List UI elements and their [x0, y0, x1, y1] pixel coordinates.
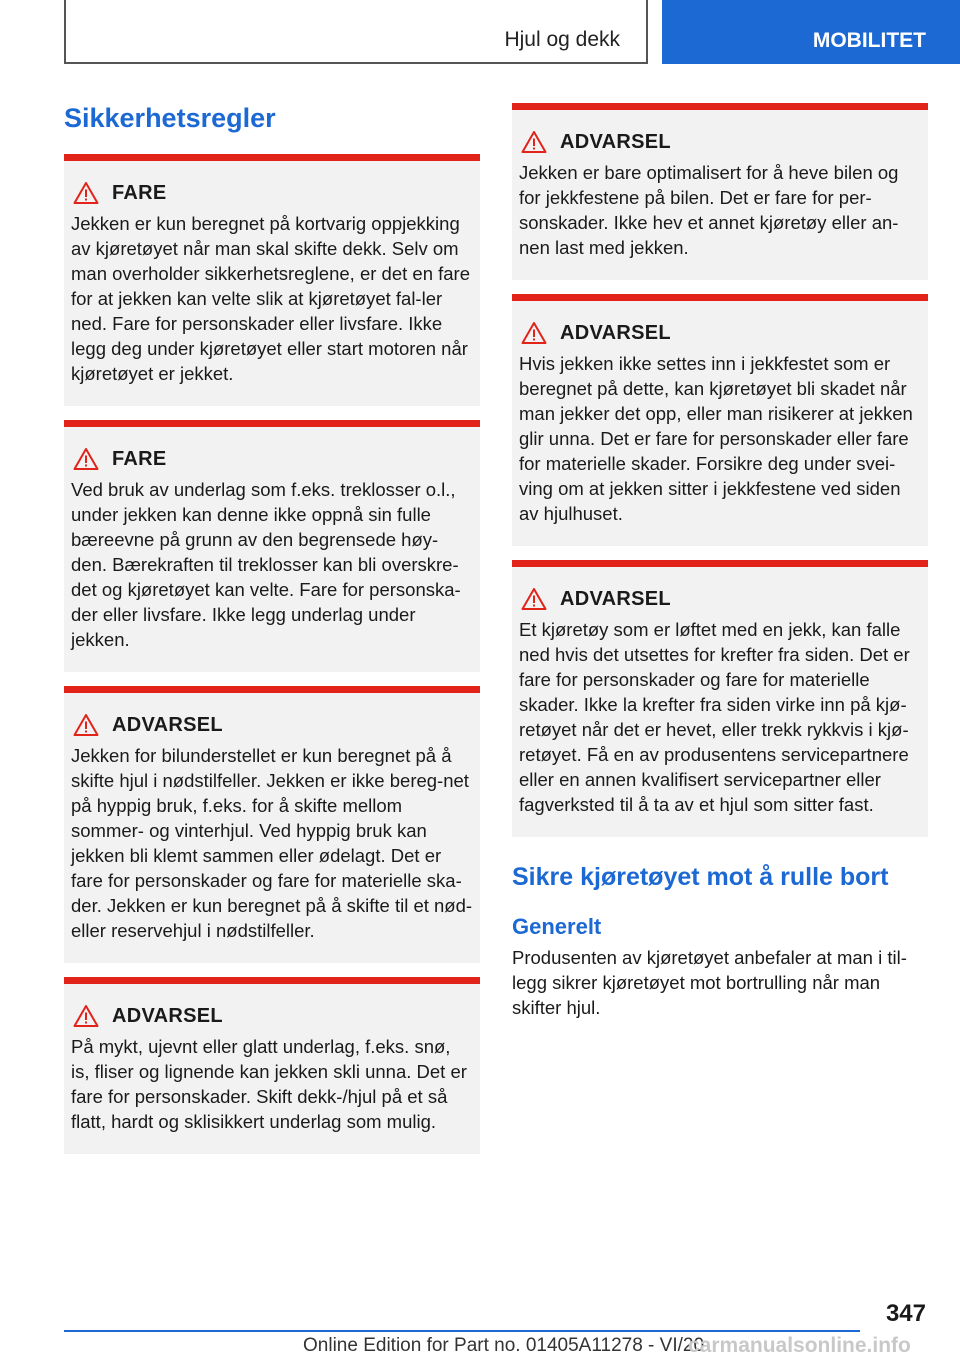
- warning-triangle-icon: [73, 447, 99, 471]
- left-column: [64, 98, 480, 1154]
- warning-triangle-icon: [521, 321, 547, 345]
- warning-header: [519, 128, 922, 156]
- page-title: Sikkerhetsregler: [64, 103, 276, 133]
- warning-title: ADVARSEL: [112, 1004, 223, 1027]
- warning-triangle-icon: [73, 181, 99, 205]
- warning-text: Hvis jekken ikke settes inn i jekkfestet som er beregnet på dette, kan kjøretøyet bli skadet når man jekker det opp, eller man risikerer at jekken glir unna. Det er fare for personskader eller fare for materielle skader. Forsikre deg under svei-ving om at jekken sitter i jekkfestene ved siden av hjulhuset.: [519, 353, 913, 524]
- warning-triangle-icon: [73, 1004, 99, 1028]
- warning-box-danger-1: [64, 154, 480, 406]
- page-number: 347: [885, 1300, 926, 1327]
- warning-box-caution-1: [64, 686, 480, 963]
- warning-box-caution-3: [512, 103, 928, 280]
- warning-triangle-icon: [521, 130, 547, 154]
- warning-header: [71, 445, 474, 473]
- warning-box-caution-4: [512, 294, 928, 546]
- warning-triangle-icon: [73, 713, 99, 737]
- warning-text: Jekken er bare optimalisert for å heve bilen og for jekkfestene på bilen. Det er fare for per-sonskader. Ikke hev et annet kjøretøy eller an-nen last med jekken.: [519, 162, 899, 258]
- warning-triangle-icon: [521, 587, 547, 611]
- footer-edition-text: Online Edition for Part no. 01405A11278 - VI/20: [303, 1335, 705, 1356]
- warning-text: Et kjøretøy som er løftet med en jekk, kan falle ned hvis det utsettes for krefter fra siden. Det er fare for personskader og fare for materielle skader. Ikke la krefter fra siden virke inn på kjø-retøyet når det er hevet, eller trekk rykkvis i kjø-retøyet. Få en av produsentens servicepartnere eller en annen kvalifisert servicepartner eller fagverksted til å ta av et hjul som sitter fast.: [519, 619, 910, 815]
- warning-header: [71, 711, 474, 739]
- header-section-box: [64, 0, 648, 64]
- warning-box-danger-2: [64, 420, 480, 672]
- warning-header: [519, 585, 922, 613]
- warning-text: Ved bruk av underlag som f.eks. treklosser o.l., under jekken kan denne ikke oppnå sin fulle bæreevne på grunn av den begrensede høy-den. Bærekraften til treklosser kan bli overskre-det og kjøretøyet kan velte. Fare for personska-der eller livsfare. Ikke legg underlag under jekken.: [71, 479, 461, 650]
- right-column: [512, 103, 928, 1020]
- warning-header: [71, 1002, 474, 1030]
- warning-text: Jekken for bilunderstellet er kun beregnet på å skifte hjul i nødstilfeller. Jekken er ikke bereg-net på hyppig bruk, f.eks. for å skifte mellom sommer- og vinterhjul. Ved hyppig bruk kan jekken bli klemt sammen eller ødelagt. Det er fare for personskader og fare for materielle ska-der. Jekken er kun beregnet på å skifte til et nød- eller reservehjul i nødstilfeller.: [71, 745, 473, 941]
- warning-text: Jekken er kun beregnet på kortvarig oppjekking av kjøretøyet når man skal skifte dekk. Selv om man overholder sikkerhetsreglene, er det en fare for at jekken kan velte slik at kjøretøyet fal-ler ned. Fare for personskader eller livsfare. Ikke legg deg under kjøretøyet eller start motoren når kjøretøyet er jekket.: [71, 213, 470, 384]
- warning-header: [71, 179, 474, 207]
- warning-title: FARE: [112, 181, 167, 204]
- warning-box-caution-2: [64, 977, 480, 1154]
- warning-title: FARE: [112, 447, 167, 470]
- section-heading: Sikre kjøretøyet mot å rulle bort: [512, 863, 889, 891]
- footer-divider: [64, 1330, 860, 1332]
- warning-title: ADVARSEL: [560, 321, 671, 344]
- warning-text: På mykt, ujevnt eller glatt underlag, f.eks. snø, is, fliser og lignende kan jekken skli unna. Det er fare for personskader. Skift dekk-/hjul på et så flatt, hardt og sklisikkert underlag som mulig.: [71, 1036, 467, 1132]
- header-chapter-tab[interactable]: MOBILITET: [662, 0, 960, 64]
- warning-box-caution-5: [512, 560, 928, 837]
- watermark: carmanualsonline.info: [688, 1334, 911, 1357]
- warning-title: ADVARSEL: [112, 713, 223, 736]
- warning-header: [519, 319, 922, 347]
- body-paragraph: Produsenten av kjøretøyet anbefaler at man i til-legg sikrer kjøretøyet mot bortrulling når man skifter hjul.: [512, 947, 907, 1018]
- subsection-heading: Generelt: [512, 914, 602, 939]
- warning-title: ADVARSEL: [560, 587, 671, 610]
- warning-title: ADVARSEL: [560, 130, 671, 153]
- header-section-title: Hjul og dekk: [504, 28, 620, 51]
